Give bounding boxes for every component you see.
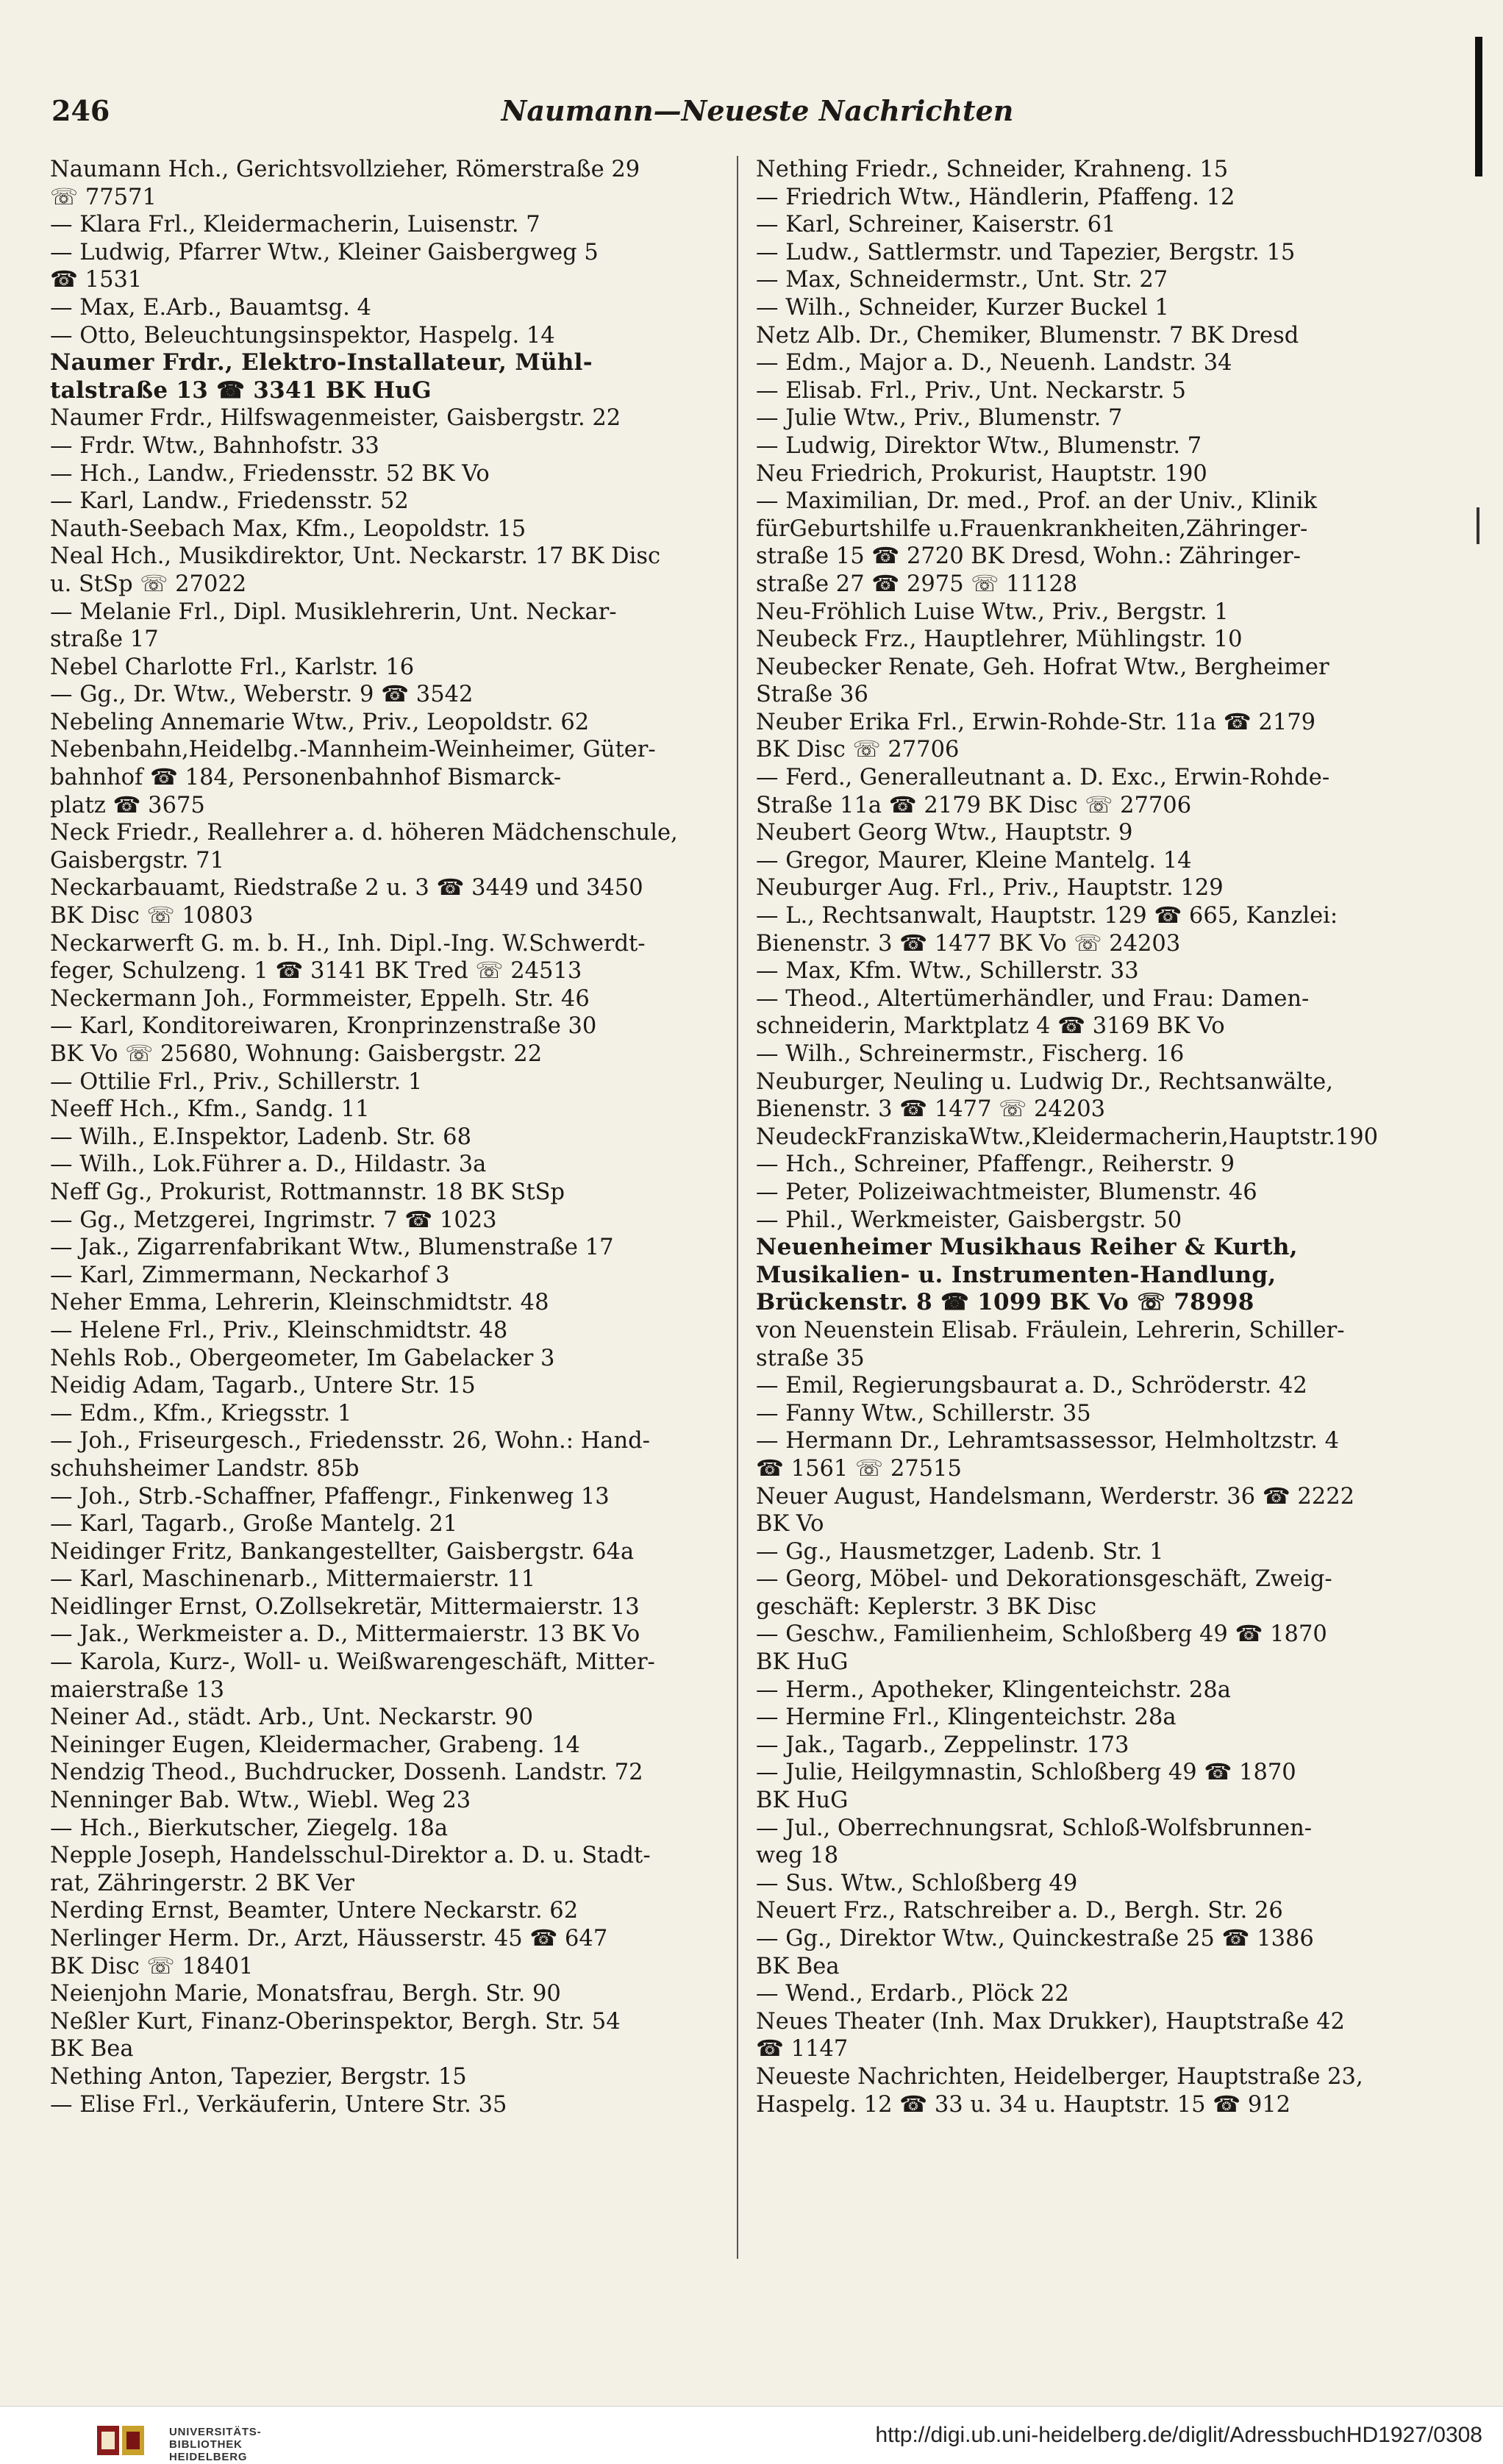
directory-entry-line: Nebeling Annemarie Wtw., Priv., Leopoldstr. 62 [50,709,590,735]
directory-entry-line: Neubeck Frz., Hauptlehrer, Mühlingstr. 10 [756,626,1243,653]
directory-entry-line: Nendzig Theod., Buchdrucker, Dossenh. Landstr. 72 [50,1760,643,1786]
directory-entry-line: Neu-Fröhlich Luise Wtw., Priv., Bergstr. 1 [756,599,1229,625]
directory-entry-line: Gaisbergstr. 71 [50,847,224,874]
directory-entry-line: — Phil., Werkmeister, Gaisbergstr. 50 [756,1207,1182,1233]
directory-entry-line: Naumer Frdr., Hilfswagenmeister, Gaisbergstr. 22 [50,405,621,432]
directory-entry-line: straße 27 ☎ 2975 ☏ 11128 [756,571,1078,597]
directory-entry-line: Neuenheimer Musikhaus Reiher & Kurth, [756,1234,1298,1261]
page-edge-mark [1475,37,1482,176]
directory-entry-line: maierstraße 13 [50,1676,225,1703]
directory-entry-line: Nehls Rob., Obergeometer, Im Gabelacker 3 [50,1345,555,1371]
directory-entry-line: — Hch., Bierkutscher, Ziegelg. 18a [50,1815,449,1841]
directory-entry-line: — Klara Frl., Kleidermacherin, Luisenstr. 7 [50,212,540,238]
directory-entry-line: — Joh., Friseurgesch., Friedensstr. 26, Wohn.: Hand- [50,1428,650,1454]
directory-entry-line: — Karola, Kurz-, Woll- u. Weißwarengeschäft, Mitter- [50,1649,655,1676]
directory-entry-line: — Max, Kfm. Wtw., Schillerstr. 33 [756,958,1139,985]
directory-entry-line: schuhsheimer Landstr. 85b [50,1455,360,1482]
directory-entry-line: BK HuG [756,1788,849,1814]
directory-entry-line: Neuert Frz., Ratschreiber a. D., Bergh. Str. 26 [756,1898,1283,1924]
directory-entry-line: Nething Friedr., Schneider, Krahneng. 15 [756,157,1229,182]
directory-entry-line: — Wilh., Schneider, Kurzer Buckel 1 [756,294,1169,321]
directory-entry-line: Nepple Joseph, Handelsschul-Direktor a. D. u. Stadt- [50,1843,651,1869]
directory-entry-line: ☎ 1531 [50,267,143,293]
directory-entry-line: — Hermine Frl., Klingenteichstr. 28a [756,1704,1177,1731]
directory-entry-line: — Elisab. Frl., Priv., Unt. Neckarstr. 5 [756,377,1186,404]
directory-entry-line: Neher Emma, Lehrerin, Kleinschmidtstr. 48 [50,1290,549,1316]
directory-entry-line: — Theod., Altertümerhändler, und Frau: Damen- [756,985,1310,1012]
directory-entry-line: Neienjohn Marie, Monatsfrau, Bergh. Str. 90 [50,1981,561,2007]
directory-entry-line: Neidinger Fritz, Bankangestellter, Gaisbergstr. 64a [50,1538,635,1565]
directory-entry-line: BK Disc ☏ 27706 [756,737,960,763]
directory-entry-line: Naumer Frdr., Elektro-Installateur, Mühl- [50,349,593,376]
directory-entry-line: — Edm., Kfm., Kriegsstr. 1 [50,1400,352,1426]
directory-entry-line: Neininger Eugen, Kleidermacher, Grabeng. 14 [50,1732,580,1758]
directory-entry-line: — Gg., Dr. Wtw., Weberstr. 9 ☎ 3542 [50,682,474,708]
directory-entry-line: Neßler Kurt, Finanz-Oberinspektor, Bergh. Str. 54 [50,2008,621,2035]
directory-entry-line: — Jak., Tagarb., Zeppelinstr. 173 [756,1732,1129,1758]
directory-entry-line: ☏ 77571 [50,184,157,210]
directory-entry-line: Nebenbahn,Heidelbg.-Mannheim-Weinheimer, Güter- [50,737,656,763]
logo-line-3: HEIDELBERG [169,2451,248,2463]
directory-entry-line: — Julie, Heilgymnastin, Schloßberg 49 ☎ 1870 [756,1760,1296,1786]
directory-entry-line: — Karl, Maschinenarb., Mittermaierstr. 11 [50,1566,536,1593]
directory-entry-line: — Elise Frl., Verkäuferin, Untere Str. 35 [50,2091,507,2118]
directory-entry-line: — Herm., Apotheker, Klingenteichstr. 28a [756,1676,1231,1703]
directory-entry-line: Neuber Erika Frl., Erwin-Rohde-Str. 11a ☎ 2179 [756,709,1316,735]
directory-entry-line: — Edm., Major a. D., Neuenh. Landstr. 34 [756,350,1232,376]
directory-entry-line: — Frdr. Wtw., Bahnhofstr. 33 [50,432,379,459]
logo-line-1: UNIVERSITÄTS- [169,2426,262,2438]
directory-entry-line: — Karl, Zimmermann, Neckarhof 3 [50,1262,450,1288]
directory-entry-line: Neeff Hch., Kfm., Sandg. 11 [50,1096,370,1123]
left-column [50,156,734,2118]
running-head: Naumann—Neueste Nachrichten [501,94,1014,127]
directory-entry-line: — L., Rechtsanwalt, Hauptstr. 129 ☎ 665, Kanzlei: [756,903,1338,929]
directory-entry-line: — Wilh., E.Inspektor, Ladenb. Str. 68 [50,1124,471,1150]
directory-entry-line: Naumann Hch., Gerichtsvollzieher, Römerstraße 29 [50,157,640,182]
directory-entry-line: — Wilh., Lok.Führer a. D., Hildastr. 3a [50,1151,487,1178]
directory-entry-line: Neidig Adam, Tagarb., Untere Str. 15 [50,1373,476,1399]
directory-entry-line: Neu Friedrich, Prokurist, Hauptstr. 190 [756,460,1207,487]
directory-entry-line: fürGeburtshilfe u.Frauenkrankheiten,Zähringer- [756,515,1308,542]
directory-entry-line: — Joh., Strb.-Schaffner, Pfaffengr., Finkenweg 13 [50,1483,610,1510]
directory-entry-line: BK Bea [756,1953,840,1979]
directory-entry-line: Neckermann Joh., Formmeister, Eppelh. Str. 46 [50,985,590,1012]
directory-entry-line: Nebel Charlotte Frl., Karlstr. 16 [50,654,415,680]
page-header [51,94,1463,131]
directory-entry-line: — Max, E.Arb., Bauamtsg. 4 [50,294,371,321]
directory-entry-line: Neff Gg., Prokurist, Rottmannstr. 18 BK StSp [50,1179,565,1205]
page-edge-tick [1477,507,1479,544]
directory-entry-line: Neal Hch., Musikdirektor, Unt. Neckarstr. 17 BK Disc [50,543,661,570]
directory-entry-line: — Sus. Wtw., Schloßberg 49 [756,1870,1078,1896]
directory-entry-line: — Wilh., Schreinermstr., Fischerg. 16 [756,1041,1185,1067]
directory-entry-line: Straße 36 [756,682,868,708]
directory-entry-line: Nething Anton, Tapezier, Bergstr. 15 [50,2063,467,2090]
directory-entry-line: Neubert Georg Wtw., Hauptstr. 9 [756,820,1133,846]
directory-entry-line: Neues Theater (Inh. Max Drukker), Hauptstraße 42 [756,2008,1345,2035]
directory-entry-line: — Hch., Schreiner, Pfaffengr., Reiherstr. 9 [756,1151,1235,1178]
directory-entry-line: — Gregor, Maurer, Kleine Mantelg. 14 [756,847,1192,874]
directory-entry-line: — Peter, Polizeiwachtmeister, Blumenstr. 46 [756,1179,1257,1205]
directory-entry-line: BK Vo [756,1511,824,1538]
directory-entry-line: NeudeckFranziskaWtw.,Kleidermacherin,Hauptstr.190 [756,1124,1379,1150]
directory-entry-line: u. StSp ☏ 27022 [50,571,247,597]
directory-entry-line: — Max, Schneidermstr., Unt. Str. 27 [756,267,1168,293]
directory-entry-line: — Wend., Erdarb., Plöck 22 [756,1981,1069,2007]
directory-entry-line: Neckarwerft G. m. b. H., Inh. Dipl.-Ing. W.Schwerdt- [50,930,646,957]
directory-entry-line: Nauth-Seebach Max, Kfm., Leopoldstr. 15 [50,515,526,542]
directory-entry-line: — Jak., Zigarrenfabrikant Wtw., Blumenstraße 17 [50,1235,614,1261]
directory-entry-line: BK Bea [50,2036,134,2063]
directory-entry-line: Neubecker Renate, Geh. Hofrat Wtw., Bergheimer [756,654,1329,680]
library-logo[interactable] [96,2418,346,2463]
directory-entry-line: ☎ 1147 [756,2036,849,2063]
right-column [756,156,1440,2118]
directory-entry-line: Musikalien- u. Instrumenten-Handlung, [756,1261,1277,1288]
directory-entry-line: straße 35 [756,1345,865,1371]
directory-entry-line: platz ☎ 3675 [50,792,205,818]
directory-entry-line: straße 17 [50,626,159,653]
directory-entry-line: — Fanny Wtw., Schillerstr. 35 [756,1400,1091,1426]
directory-entry-line: Neiner Ad., städt. Arb., Unt. Neckarstr. 90 [50,1704,533,1731]
logo-line-2: BIBLIOTHEK [169,2438,243,2451]
directory-entry-line: — Ludw., Sattlermstr. und Tapezier, Bergstr. 15 [756,239,1296,265]
directory-entry-line: — Maximilian, Dr. med., Prof. an der Univ., Klinik [756,488,1318,515]
directory-entry-line: — Karl, Landw., Friedensstr. 52 [50,488,409,515]
directory-entry-line: — Hch., Landw., Friedensstr. 52 BK Vo [50,460,490,487]
directory-entry-line: Neuburger Aug. Frl., Priv., Hauptstr. 129 [756,875,1224,901]
directory-entry-line: weg 18 [756,1843,839,1869]
directory-entry-line: talstraße 13 ☎ 3341 BK HuG [50,376,432,404]
directory-entry-line: — Melanie Frl., Dipl. Musiklehrerin, Unt. Neckar- [50,599,617,625]
directory-entry-line: — Ludwig, Direktor Wtw., Blumenstr. 7 [756,432,1202,459]
directory-entry-line: — Julie Wtw., Priv., Blumenstr. 7 [756,405,1123,432]
directory-entry-line: BK Disc ☏ 10803 [50,903,254,929]
directory-entry-line: — Otto, Beleuchtungsinspektor, Haspelg. 14 [50,322,555,349]
directory-entry-line: geschäft: Keplerstr. 3 BK Disc [756,1593,1097,1620]
column-divider [737,156,738,2259]
directory-entry-line: — Jak., Werkmeister a. D., Mittermaierstr. 13 BK Vo [50,1621,640,1648]
directory-entry-line: Neidlinger Ernst, O.Zollsekretär, Mittermaierstr. 13 [50,1593,640,1620]
directory-entry-line: — Jul., Oberrechnungsrat, Schloß-Wolfsbrunnen- [756,1815,1313,1841]
directory-entry-line: BK Disc ☏ 18401 [50,1953,254,1979]
directory-entry-line: — Ferd., Generalleutnant a. D. Exc., Erwin-Rohde- [756,765,1330,791]
directory-entry-line: Nerlinger Herm. Dr., Arzt, Häusserstr. 45 ☎ 647 [50,1926,608,1951]
directory-entry-line: BK Vo ☏ 25680, Wohnung: Gaisbergstr. 22 [50,1041,543,1067]
directory-entry-line: straße 15 ☎ 2720 BK Dresd, Wohn.: Zähringer- [756,543,1301,570]
directory-entry-line: feger, Schulzeng. 1 ☎ 3141 BK Tred ☏ 24513 [50,958,582,985]
directory-entry-line: Haspelg. 12 ☎ 33 u. 34 u. Hauptstr. 15 ☎ 912 [756,2091,1291,2118]
directory-entry-line: Brückenstr. 8 ☎ 1099 BK Vo ☏ 78998 [756,1289,1254,1316]
directory-entry-line: — Ottilie Frl., Priv., Schillerstr. 1 [50,1068,423,1095]
directory-entry-line: BK HuG [756,1649,849,1676]
directory-entry-line: — Ludwig, Pfarrer Wtw., Kleiner Gaisbergweg 5 [50,239,599,265]
directory-entry-line: ☎ 1561 ☏ 27515 [756,1455,962,1482]
footer-bar [0,2406,1503,2464]
directory-entry-line: — Karl, Tagarb., Große Mantelg. 21 [50,1511,458,1538]
directory-entry-line: Bienenstr. 3 ☎ 1477 ☏ 24203 [756,1096,1106,1123]
directory-entry-line: Bienenstr. 3 ☎ 1477 BK Vo ☏ 24203 [756,930,1181,957]
directory-entry-line: bahnhof ☎ 184, Personenbahnhof Bismarck- [50,765,562,791]
source-url-link[interactable]: http://digi.ub.uni-heidelberg.de/diglit/AdressbuchHD1927/0308 [875,2423,1482,2447]
directory-entry-line: Neueste Nachrichten, Heidelberger, Hauptstraße 23, [756,2063,1363,2090]
directory-entry-line: von Neuenstein Elisab. Fräulein, Lehrerin, Schiller- [756,1317,1345,1343]
directory-entry-line: — Georg, Möbel- und Dekorationsgeschäft, Zweig- [756,1566,1332,1593]
directory-entry-line: — Karl, Konditoreiwaren, Kronprinzenstraße 30 [50,1013,597,1040]
directory-entry-line: — Friedrich Wtw., Händlerin, Pfaffeng. 12 [756,184,1235,210]
directory-entry-line: Straße 11a ☎ 2179 BK Disc ☏ 27706 [756,792,1192,818]
directory-entry-line: — Helene Frl., Priv., Kleinschmidtstr. 48 [50,1317,508,1343]
directory-entry-line: — Emil, Regierungsbaurat a. D., Schröderstr. 42 [756,1373,1307,1399]
directory-entry-line: — Gg., Direktor Wtw., Quinckestraße 25 ☎ 1386 [756,1926,1314,1951]
page-number: 246 [51,94,110,127]
directory-entry-line: Netz Alb. Dr., Chemiker, Blumenstr. 7 BK Dresd [756,322,1299,349]
directory-entry-line: — Karl, Schreiner, Kaiserstr. 61 [756,212,1116,238]
directory-entry-line: Neuburger, Neuling u. Ludwig Dr., Rechtsanwälte, [756,1068,1333,1095]
directory-entry-line: Neuer August, Handelsmann, Werderstr. 36 ☎ 2222 [756,1483,1355,1510]
directory-entry-line: — Hermann Dr., Lehramtsassessor, Helmholtzstr. 4 [756,1428,1339,1454]
directory-entry-line: — Gg., Metzgerei, Ingrimstr. 7 ☎ 1023 [50,1207,497,1233]
directory-entry-line: — Gg., Hausmetzger, Ladenb. Str. 1 [756,1538,1164,1565]
library-logo-text [169,2426,360,2463]
directory-entry-line: — Geschw., Familienheim, Schloßberg 49 ☎ 1870 [756,1621,1327,1648]
directory-entry-line: Neck Friedr., Reallehrer a. d. höheren Mädchenschule, [50,820,678,846]
directory-entry-line: Neckarbauamt, Riedstraße 2 u. 3 ☎ 3449 und 3450 [50,875,643,901]
library-seal-icon [96,2421,154,2460]
directory-entry-line: Nenninger Bab. Wtw., Wiebl. Weg 23 [50,1788,471,1814]
directory-entry-line: schneiderin, Marktplatz 4 ☎ 3169 BK Vo [756,1013,1225,1040]
directory-entry-line: Nerding Ernst, Beamter, Untere Neckarstr. 62 [50,1898,579,1924]
directory-entry-line: rat, Zähringerstr. 2 BK Ver [50,1870,354,1896]
